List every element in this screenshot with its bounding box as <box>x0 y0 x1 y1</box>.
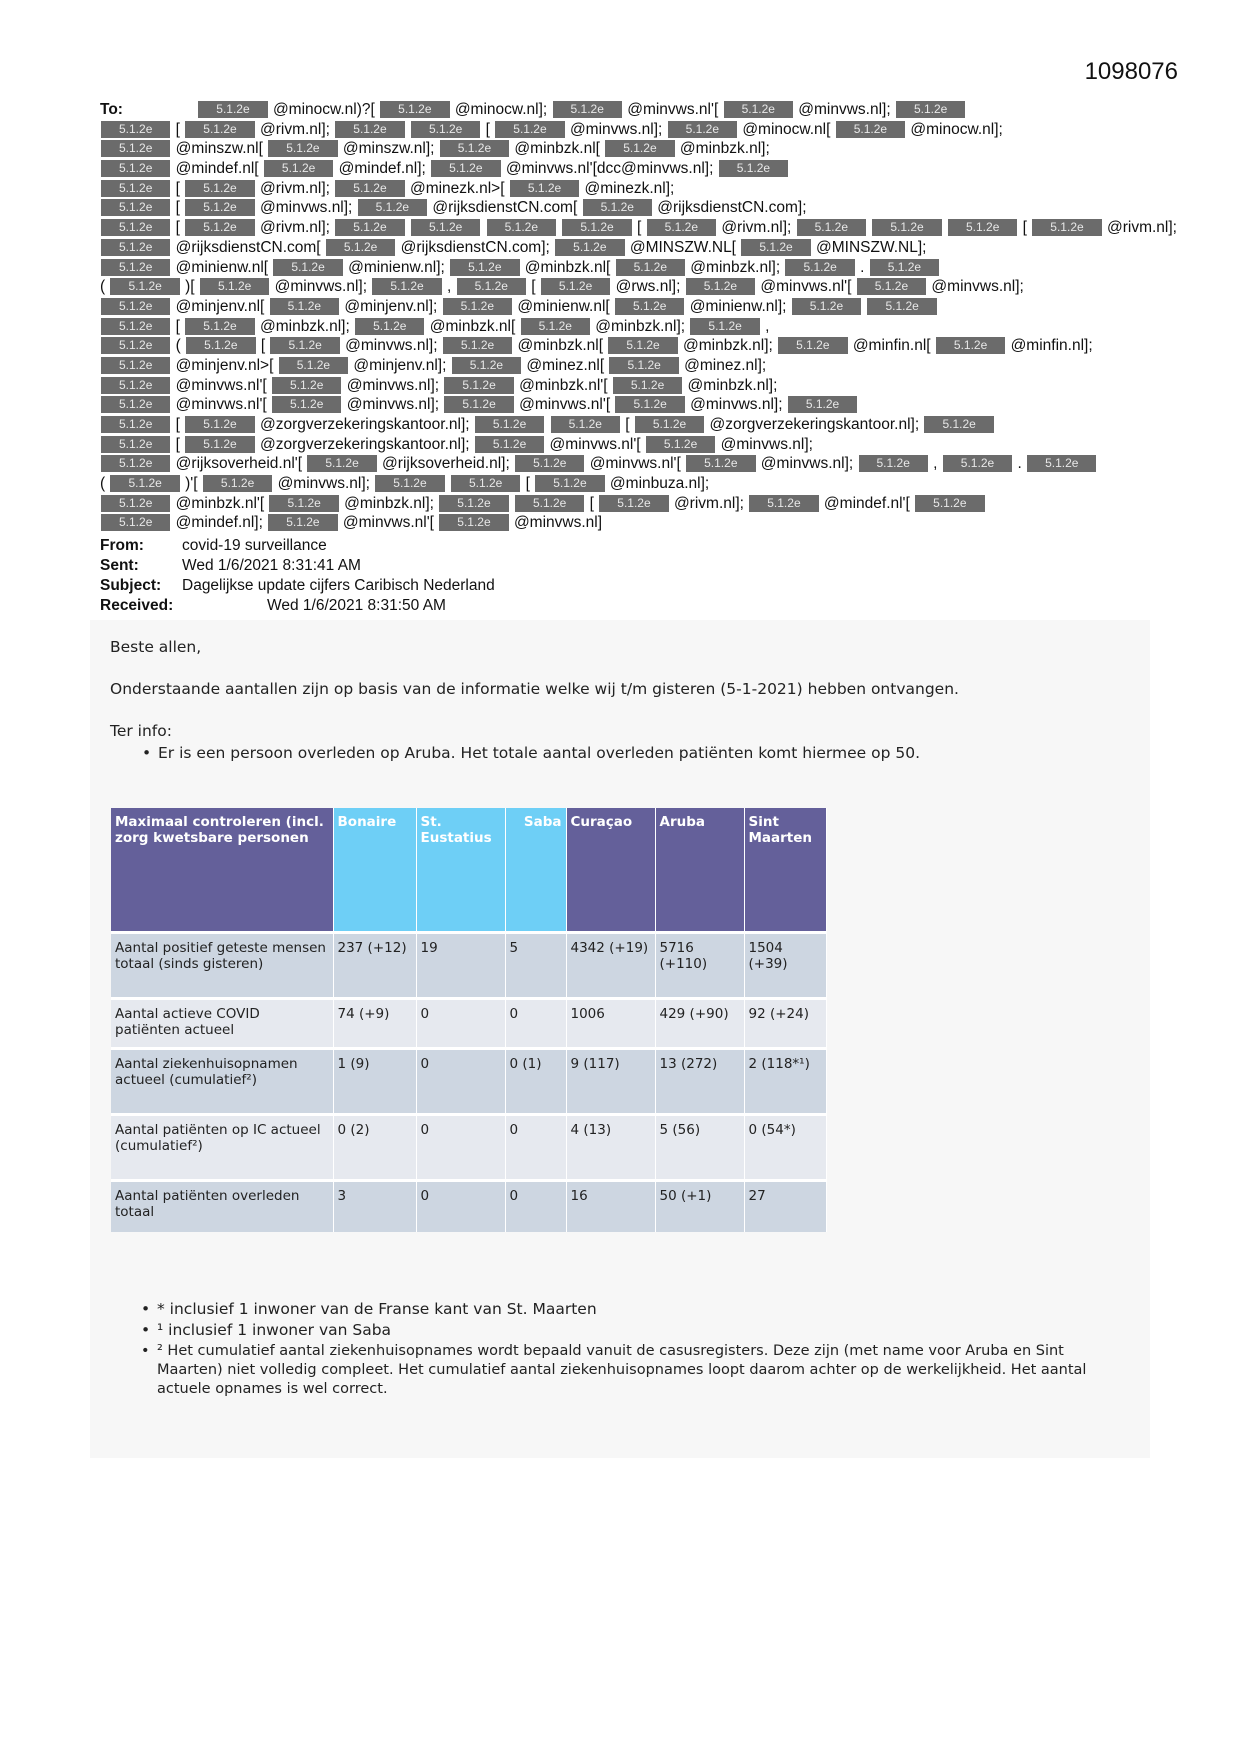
table-cell: 92 (+24) <box>744 998 826 1048</box>
covid-stats-table <box>111 808 827 1232</box>
table-cell: 5716 (+110) <box>655 932 744 998</box>
redaction-box: 5.1.2e <box>101 318 170 335</box>
redaction-box: 5.1.2e <box>101 357 170 374</box>
redaction-box: 5.1.2e <box>551 416 620 433</box>
redaction-box: 5.1.2e <box>101 396 170 413</box>
table-cell: 0 <box>416 1048 505 1114</box>
row-label: Aantal patiënten overleden totaal <box>111 1180 333 1232</box>
table-cell: 3 <box>333 1180 416 1232</box>
redaction-box: 5.1.2e <box>185 199 254 216</box>
redaction-box: 5.1.2e <box>444 396 513 413</box>
recipient-line: 5.1.2e @minienw.nl[ 5.1.2e @minienw.nl]; 5.1.2e @minbzk.nl[ 5.1.2e @minbzk.nl]; 5.1.2e . 5.1.2e <box>100 258 1140 278</box>
redaction-box: 5.1.2e <box>450 259 519 276</box>
received-value: Wed 1/6/2021 8:31:50 AM <box>267 597 446 614</box>
table-cell: 5 <box>505 932 566 998</box>
table-cell: 429 (+90) <box>655 998 744 1048</box>
redaction-box: 5.1.2e <box>272 396 341 413</box>
redaction-box: 5.1.2e <box>457 278 526 295</box>
sent-value: Wed 1/6/2021 8:31:41 AM <box>182 557 361 574</box>
recipient-line: 5.1.2e @rijksdienstCN.com[ 5.1.2e @rijksdienstCN.com]; 5.1.2e @MINSZW.NL[ 5.1.2e @MINSZW.NL]; <box>100 238 1140 258</box>
received-row: Received: Wed 1/6/2021 8:31:50 AM <box>100 597 446 614</box>
redaction-box: 5.1.2e <box>268 140 337 157</box>
sent-row: Sent: Wed 1/6/2021 8:31:41 AM <box>100 557 361 574</box>
redaction-box: 5.1.2e <box>443 337 512 354</box>
table-cell: 0 <box>416 1114 505 1180</box>
redaction-box: 5.1.2e <box>797 219 866 236</box>
recipient-line: ( 5.1.2e )'[ 5.1.2e @minvws.nl]; 5.1.2e 5.1.2e [ 5.1.2e @minbuza.nl]; <box>100 475 710 493</box>
redaction-box: 5.1.2e <box>724 101 793 118</box>
recipient-line: 5.1.2e @minszw.nl[ 5.1.2e @minszw.nl]; 5.1.2e @minbzk.nl[ 5.1.2e @minbzk.nl]; <box>100 139 1140 159</box>
col-header-curacao: Curaçao <box>566 808 655 932</box>
redaction-box: 5.1.2e <box>515 495 584 512</box>
redaction-box: 5.1.2e <box>101 180 170 197</box>
redaction-box: 5.1.2e <box>335 219 404 236</box>
table-row <box>111 1180 826 1232</box>
table-cell: 0 (1) <box>505 1048 566 1114</box>
redaction-box: 5.1.2e <box>859 455 928 472</box>
redaction-box: 5.1.2e <box>198 101 267 118</box>
table-cell: 2 (118*¹) <box>744 1048 826 1114</box>
recipient-line: 5.1.2e @minjenv.nl>[ 5.1.2e @minjenv.nl]; 5.1.2e @minez.nl[ 5.1.2e @minez.nl]; <box>100 356 1140 376</box>
redaction-box: 5.1.2e <box>555 239 624 256</box>
row-label: Aantal patiënten op IC actueel (cumulatief²) <box>111 1114 333 1180</box>
footnote-two: • ² Het cumulatief aantal ziekenhuisopnames wordt bepaald vanuit de casusregisters. Deze zijn (met name voor Aruba en Sint Maarten) niet volledig compleet. Het cumulatief aantal ziekenhuisopnames loopt daarom achter op de werkelijkheid. Het aantal actuele opnames is wel correct. <box>157 1342 1117 1399</box>
redaction-box: 5.1.2e <box>101 436 170 453</box>
col-header-bonaire: Bonaire <box>333 808 416 932</box>
redaction-box: 5.1.2e <box>101 298 170 315</box>
table-cell: 0 <box>505 998 566 1048</box>
redaction-box: 5.1.2e <box>948 219 1017 236</box>
redaction-box: 5.1.2e <box>583 199 652 216</box>
table-cell: 1 (9) <box>333 1048 416 1114</box>
redaction-box: 5.1.2e <box>101 140 170 157</box>
redaction-box: 5.1.2e <box>495 121 564 138</box>
redaction-box: 5.1.2e <box>380 101 449 118</box>
redaction-box: 5.1.2e <box>647 219 716 236</box>
table-cell: 0 <box>505 1180 566 1232</box>
redaction-box: 5.1.2e <box>785 259 854 276</box>
redaction-box: 5.1.2e <box>943 455 1012 472</box>
redaction-box: 5.1.2e <box>307 455 376 472</box>
redaction-box: 5.1.2e <box>553 101 622 118</box>
redaction-box: 5.1.2e <box>719 160 788 177</box>
table-row <box>111 1114 826 1180</box>
recipient-line: To: 5.1.2e @minocw.nl)?[ 5.1.2e @minocw.nl]; 5.1.2e @minvws.nl'[ 5.1.2e @minvws.nl]; 5.1.2e <box>100 100 1140 120</box>
table-cell: 5 (56) <box>655 1114 744 1180</box>
redaction-box: 5.1.2e <box>203 475 272 492</box>
col-header-sint-maarten: Sint Maarten <box>744 808 826 932</box>
redaction-box: 5.1.2e <box>335 121 404 138</box>
table-cell: 50 (+1) <box>655 1180 744 1232</box>
redaction-box: 5.1.2e <box>615 396 684 413</box>
redaction-box: 5.1.2e <box>101 337 170 354</box>
table-cell: 19 <box>416 932 505 998</box>
table-cell: 16 <box>566 1180 655 1232</box>
redaction-box: 5.1.2e <box>431 160 500 177</box>
redaction-box: 5.1.2e <box>101 416 170 433</box>
recipient-line: 5.1.2e [ 5.1.2e @zorgverzekeringskantoor.nl]; 5.1.2e @minvws.nl'[ 5.1.2e @minvws.nl]; <box>100 435 1140 455</box>
footnotes <box>157 1300 1117 1402</box>
redaction-box: 5.1.2e <box>443 298 512 315</box>
table-cell: 27 <box>744 1180 826 1232</box>
redaction-box: 5.1.2e <box>615 298 684 315</box>
redaction-box: 5.1.2e <box>101 121 170 138</box>
recipient-line: ( 5.1.2e )[ 5.1.2e @minvws.nl]; 5.1.2e , 5.1.2e [ 5.1.2e @rws.nl]; 5.1.2e @minvws.nl'[ 5.1.2e @minvws.nl]; <box>100 278 1024 296</box>
recipient-line: 5.1.2e ( 5.1.2e [ 5.1.2e @minvws.nl]; 5.1.2e @minbzk.nl[ 5.1.2e @minbzk.nl]; 5.1.2e @minfin.nl[ 5.1.2e @minfin.nl]; <box>100 336 1140 356</box>
table-row <box>111 1048 826 1114</box>
table-row <box>111 932 826 998</box>
redaction-box: 5.1.2e <box>608 337 677 354</box>
redaction-box: 5.1.2e <box>686 455 755 472</box>
recipient-line: 5.1.2e @minvws.nl'[ 5.1.2e @minvws.nl]; 5.1.2e @minbzk.nl'[ 5.1.2e @minbzk.nl]; <box>100 376 1140 396</box>
redaction-box: 5.1.2e <box>185 121 254 138</box>
redaction-box: 5.1.2e <box>270 298 339 315</box>
redaction-box: 5.1.2e <box>101 259 170 276</box>
redaction-box: 5.1.2e <box>646 436 715 453</box>
redaction-box: 5.1.2e <box>475 416 544 433</box>
email-meta <box>100 536 495 616</box>
redaction-box: 5.1.2e <box>440 140 509 157</box>
recipient-line: 5.1.2e @minjenv.nl[ 5.1.2e @minjenv.nl]; 5.1.2e @minienw.nl[ 5.1.2e @minienw.nl]; 5.1.2e 5.1.2e <box>100 297 1140 317</box>
recipient-line: 5.1.2e @mindef.nl[ 5.1.2e @mindef.nl]; 5.1.2e @minvws.nl'[dcc@minvws.nl]; 5.1.2e <box>100 159 1140 179</box>
redaction-box: 5.1.2e <box>605 140 674 157</box>
redaction-box: 5.1.2e <box>264 160 333 177</box>
recipient-line: 5.1.2e [ 5.1.2e @rivm.nl]; 5.1.2e 5.1.2e [ 5.1.2e @minvws.nl]; 5.1.2e @minocw.nl[ 5.1.2e @minocw.nl]; <box>100 120 1140 140</box>
redaction-box: 5.1.2e <box>186 337 255 354</box>
redaction-box: 5.1.2e <box>599 495 668 512</box>
redaction-box: 5.1.2e <box>444 377 513 394</box>
redaction-box: 5.1.2e <box>335 180 404 197</box>
redaction-box: 5.1.2e <box>372 278 441 295</box>
redaction-box: 5.1.2e <box>613 377 682 394</box>
table-cell: 0 <box>505 1114 566 1180</box>
from-value: covid-19 surveillance <box>182 537 327 554</box>
table-cell: 0 (54*) <box>744 1114 826 1180</box>
recipient-line: 5.1.2e [ 5.1.2e @rivm.nl]; 5.1.2e @minezk.nl>[ 5.1.2e @minezk.nl]; <box>100 179 1140 199</box>
redaction-box: 5.1.2e <box>872 219 941 236</box>
recipient-line: 5.1.2e [ 5.1.2e @minbzk.nl]; 5.1.2e @minbzk.nl[ 5.1.2e @minbzk.nl]; 5.1.2e , <box>100 317 1140 337</box>
redaction-box: 5.1.2e <box>279 357 348 374</box>
table-cell: 1006 <box>566 998 655 1048</box>
redaction-box: 5.1.2e <box>870 259 939 276</box>
redaction-box: 5.1.2e <box>668 121 737 138</box>
col-header-saba: Saba <box>505 808 566 932</box>
redaction-box: 5.1.2e <box>452 357 521 374</box>
redaction-box: 5.1.2e <box>936 337 1005 354</box>
redaction-box: 5.1.2e <box>541 278 610 295</box>
redaction-box: 5.1.2e <box>185 318 254 335</box>
redaction-box: 5.1.2e <box>475 436 544 453</box>
redaction-box: 5.1.2e <box>110 475 179 492</box>
table-cell: 0 <box>416 1180 505 1232</box>
redaction-box: 5.1.2e <box>857 278 926 295</box>
redaction-box: 5.1.2e <box>510 180 579 197</box>
subject-row: Subject: Dagelijkse update cijfers Caribisch Nederland <box>100 577 495 594</box>
table-cell: 0 (2) <box>333 1114 416 1180</box>
redaction-box: 5.1.2e <box>867 298 936 315</box>
redaction-box: 5.1.2e <box>101 514 170 531</box>
table-row <box>111 998 826 1048</box>
redaction-box: 5.1.2e <box>272 377 341 394</box>
redaction-box: 5.1.2e <box>535 475 604 492</box>
redaction-box: 5.1.2e <box>521 318 590 335</box>
redaction-box: 5.1.2e <box>896 101 965 118</box>
redaction-box: 5.1.2e <box>101 219 170 236</box>
redaction-box: 5.1.2e <box>411 121 480 138</box>
table-cell: 4 (13) <box>566 1114 655 1180</box>
redaction-box: 5.1.2e <box>101 495 170 512</box>
redaction-box: 5.1.2e <box>268 514 337 531</box>
redaction-box: 5.1.2e <box>439 514 508 531</box>
redaction-box: 5.1.2e <box>792 298 861 315</box>
redaction-box: 5.1.2e <box>270 337 339 354</box>
redaction-box: 5.1.2e <box>609 357 678 374</box>
redaction-box: 5.1.2e <box>269 495 338 512</box>
redaction-box: 5.1.2e <box>185 219 254 236</box>
redaction-box: 5.1.2e <box>788 396 857 413</box>
footnote-star: • * inclusief 1 inwoner van de Franse kant van St. Maarten <box>157 1300 1117 1318</box>
redaction-box: 5.1.2e <box>185 436 254 453</box>
table-cell: 74 (+9) <box>333 998 416 1048</box>
redaction-box: 5.1.2e <box>686 278 755 295</box>
intro-text: Onderstaande aantallen zijn op basis van de informatie welke wij t/m gisteren (5-1-2021) hebben ontvangen. <box>110 680 959 698</box>
redaction-box: 5.1.2e <box>741 239 810 256</box>
table-cell: 1504 (+39) <box>744 932 826 998</box>
recipient-list <box>100 100 1177 533</box>
info-heading: Ter info: <box>110 722 172 740</box>
redaction-box: 5.1.2e <box>185 180 254 197</box>
table-corner-header: Maximaal controleren (incl. zorg kwetsbare personen <box>111 808 333 932</box>
greeting: Beste allen, <box>110 638 202 656</box>
redaction-box: 5.1.2e <box>358 199 427 216</box>
redaction-box: 5.1.2e <box>690 318 759 335</box>
redaction-box: 5.1.2e <box>1027 455 1096 472</box>
row-label: Aantal ziekenhuisopnamen actueel (cumulatief²) <box>111 1048 333 1114</box>
recipient-line: 5.1.2e @minvws.nl'[ 5.1.2e @minvws.nl]; 5.1.2e @minvws.nl'[ 5.1.2e @minvws.nl]; 5.1.2e <box>100 395 1140 415</box>
redaction-box: 5.1.2e <box>110 278 179 295</box>
redaction-box: 5.1.2e <box>101 199 170 216</box>
recipient-line: 5.1.2e [ 5.1.2e @minvws.nl]; 5.1.2e @rijksdienstCN.com[ 5.1.2e @rijksdienstCN.com]; <box>100 198 1140 218</box>
to-label: To: <box>100 101 123 118</box>
redaction-box: 5.1.2e <box>924 416 993 433</box>
row-label: Aantal positief geteste mensen totaal (sinds gisteren) <box>111 932 333 998</box>
recipient-line: 5.1.2e [ 5.1.2e @rivm.nl]; 5.1.2e 5.1.2e 5.1.2e 5.1.2e [ 5.1.2e @rivm.nl]; 5.1.2e 5.1.2e 5.1.2e [ 5.1.2e @rivm.nl]; <box>100 218 1140 238</box>
redaction-box: 5.1.2e <box>1032 219 1101 236</box>
from-row: From: covid-19 surveillance <box>100 537 327 554</box>
redaction-box: 5.1.2e <box>185 416 254 433</box>
col-header-aruba: Aruba <box>655 808 744 932</box>
table-cell: 237 (+12) <box>333 932 416 998</box>
redaction-box: 5.1.2e <box>451 475 520 492</box>
redaction-box: 5.1.2e <box>616 259 685 276</box>
col-header-st-eustatius: St. Eustatius <box>416 808 505 932</box>
recipient-line: 5.1.2e [ 5.1.2e @zorgverzekeringskantoor.nl]; 5.1.2e 5.1.2e [ 5.1.2e @zorgverzekeringskantoor.nl]; 5.1.2e <box>100 415 1140 435</box>
redaction-box: 5.1.2e <box>515 455 584 472</box>
redaction-box: 5.1.2e <box>411 219 480 236</box>
redaction-box: 5.1.2e <box>915 495 984 512</box>
info-bullet: • Er is een persoon overleden op Aruba. Het totale aantal overleden patiënten komt hiermee op 50. <box>158 744 920 762</box>
recipient-line: 5.1.2e @rijksoverheid.nl'[ 5.1.2e @rijksoverheid.nl]; 5.1.2e @minvws.nl'[ 5.1.2e @minvws.nl]; 5.1.2e , 5.1.2e . 5.1.2e <box>100 454 1140 474</box>
document-number: 1098076 <box>1084 58 1178 85</box>
redaction-box: 5.1.2e <box>836 121 905 138</box>
redaction-box: 5.1.2e <box>487 219 556 236</box>
redaction-box: 5.1.2e <box>326 239 395 256</box>
redaction-box: 5.1.2e <box>439 495 508 512</box>
footnote-one: • ¹ inclusief 1 inwoner van Saba <box>157 1321 1117 1339</box>
redaction-box: 5.1.2e <box>355 318 424 335</box>
redaction-box: 5.1.2e <box>635 416 704 433</box>
row-label: Aantal actieve COVID patiënten actueel <box>111 998 333 1048</box>
redaction-box: 5.1.2e <box>101 239 170 256</box>
table-cell: 0 <box>416 998 505 1048</box>
redaction-box: 5.1.2e <box>375 475 444 492</box>
redaction-box: 5.1.2e <box>200 278 269 295</box>
redaction-box: 5.1.2e <box>273 259 342 276</box>
redaction-box: 5.1.2e <box>101 160 170 177</box>
recipient-line: 5.1.2e @mindef.nl]; 5.1.2e @minvws.nl'[ 5.1.2e @minvws.nl] <box>100 513 1140 533</box>
redaction-box: 5.1.2e <box>101 377 170 394</box>
redaction-box: 5.1.2e <box>562 219 631 236</box>
redaction-box: 5.1.2e <box>778 337 847 354</box>
recipient-line: 5.1.2e @minbzk.nl'[ 5.1.2e @minbzk.nl]; 5.1.2e 5.1.2e [ 5.1.2e @rivm.nl]; 5.1.2e @mindef.nl'[ 5.1.2e <box>100 494 1140 514</box>
table-cell: 13 (272) <box>655 1048 744 1114</box>
table-cell: 4342 (+19) <box>566 932 655 998</box>
subject-value: Dagelijkse update cijfers Caribisch Nederland <box>182 577 495 594</box>
redaction-box: 5.1.2e <box>101 455 170 472</box>
table-cell: 9 (117) <box>566 1048 655 1114</box>
redaction-box: 5.1.2e <box>749 495 818 512</box>
